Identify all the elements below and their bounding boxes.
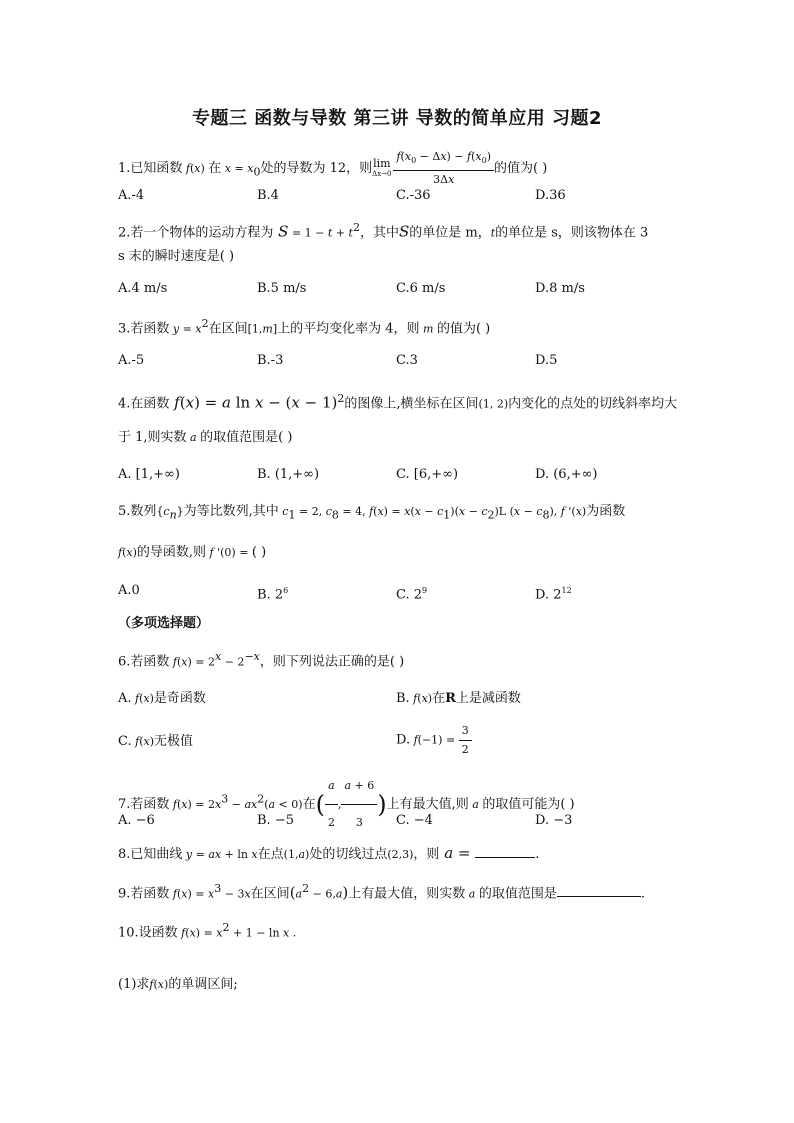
q7-option-c[interactable]: C. −4 xyxy=(396,813,433,828)
q7-frac-2: $\frac{a + 6}{3}$ xyxy=(341,768,377,841)
q9-text-c: 上有最大值，则实数 xyxy=(348,886,466,902)
q3-text-a: 3.若函数 xyxy=(118,321,170,337)
q10-part-1: (1)求f(x)的单调区间; xyxy=(118,977,238,992)
q4-text-e: 的取值范围是( ) xyxy=(200,430,293,445)
q7-option-b[interactable]: B. −5 xyxy=(257,813,294,828)
q2-option-b[interactable]: B.5 m/s xyxy=(257,281,307,296)
q1-mid2: 处的导数为 12，则 xyxy=(260,161,373,177)
q5-option-b-label: B. 2 xyxy=(257,587,284,603)
q4-option-b[interactable]: B. (1,+∞) xyxy=(257,467,320,482)
q4-line2: 于 1,则实数 a 的取值范围是( ) xyxy=(118,430,293,445)
q6-option-d[interactable]: D. f(−1) = $\frac{3}{2}$ xyxy=(396,722,472,759)
q1-option-d[interactable]: D.36 xyxy=(535,188,566,203)
q8-answer-blank[interactable] xyxy=(475,845,535,858)
question-4: 4.在函数 f(x) = a $\ln x - (x - 1)^2$的图像上,横坐标在区间(1, 2)内变化的点处的切线斜率均大 xyxy=(118,392,678,412)
q4-option-c[interactable]: C. [6,+∞) xyxy=(396,467,459,482)
limit-symbol: lim Δx→0 xyxy=(372,156,392,178)
q7-text-b: 在 xyxy=(302,797,316,812)
q3-text-d: 的值为( ) xyxy=(436,321,491,337)
q4-text-c: 内变化的点处的切线斜率均大 xyxy=(508,396,678,412)
q5-option-c[interactable] xyxy=(396,582,427,604)
q2-option-d[interactable]: D.8 m/s xyxy=(535,281,585,296)
q2-text-d: 的单位是 s，则该物体在 3 xyxy=(495,225,649,241)
q6-option-a[interactable]: A. f(x)是奇函数 xyxy=(118,691,206,706)
q10-part-1-text-b: 的单调区间; xyxy=(168,977,238,992)
question-10: 10.设函数 $f(x) = x^2 + 1 - \ln x$ . xyxy=(118,921,297,941)
q2-text-b: ，其中 xyxy=(359,225,399,241)
q10-part-1-text-a: (1)求 xyxy=(118,977,150,992)
q6-option-b-label: B. xyxy=(396,691,410,706)
q1-suffix: 的值为( ) xyxy=(494,161,548,177)
q3-text-b: 在区间 xyxy=(208,321,248,337)
question-6: 6.若函数 $f(x) = 2^x - 2^{-x}$，则下列说法正确的是( ) xyxy=(118,650,405,670)
q3-text-c: 上的平均变化率为 4，则 xyxy=(277,321,420,337)
q4-option-a[interactable]: A. [1,+∞) xyxy=(118,467,180,482)
question-2: 2.若一个物体的运动方程为 $S = 1 - t + t^2$，其中S的单位是 m，t的单位是 s，则该物体在 3 xyxy=(118,221,649,241)
q9-text-d: 的取值范围是 xyxy=(478,886,557,902)
q9-text-b: 在区间 xyxy=(250,886,290,902)
q3-option-c[interactable]: C.3 xyxy=(396,353,418,368)
q6-option-b-text-a: 在 xyxy=(432,691,446,706)
q6-text-a: 6.若函数 xyxy=(118,654,170,670)
q6-option-c[interactable]: C. f(x)无极值 xyxy=(118,734,194,749)
q5-option-d[interactable] xyxy=(535,582,572,604)
q1-prefix: 1.已知函数 xyxy=(118,161,183,177)
q8-text-e: . xyxy=(535,847,540,862)
q6-option-c-label: C. xyxy=(118,734,132,749)
q1-mid1: 在 xyxy=(208,161,222,177)
q6-option-d-label: D. xyxy=(396,732,411,748)
q7-text-d: 的取值可能为( ) xyxy=(482,797,575,812)
q2-text-c: 的单位是 m， xyxy=(409,225,491,241)
limit-fraction: $\frac{f(x_0 - \Delta x) - f(x_0)}{3\Delta x}$ xyxy=(393,148,494,189)
q8-text-c: 处的切线过点 xyxy=(309,847,388,862)
q9-text-a: 9.若函数 xyxy=(118,886,170,902)
page-title: 专题三 函数与导数 第三讲 导数的简单应用 习题2 xyxy=(191,108,603,129)
section-multi-choice: （多项选择题） xyxy=(118,616,210,631)
q5-text-d: 的导函数,则 xyxy=(136,545,207,560)
q7-frac-1: $\frac{a}{2}$ xyxy=(325,768,338,841)
q6-option-a-text: 是奇函数 xyxy=(153,691,206,706)
q5-option-c-label: C. 2 xyxy=(396,587,423,603)
q5-option-b-exp: 6 xyxy=(283,586,289,595)
q1-option-c[interactable]: C.-36 xyxy=(396,188,431,203)
q5-option-b[interactable] xyxy=(257,582,288,604)
q8-text-b: 在点 xyxy=(257,847,284,862)
q5-text-b: 为等比数列,其中 xyxy=(183,504,279,519)
q7-text-c: 上有最大值,则 xyxy=(386,797,469,812)
q2-option-c[interactable]: C.6 m/s xyxy=(396,281,446,296)
q6-option-b-text-b: 上是减函数 xyxy=(455,691,521,706)
question-1: 1.已知函数 f(x) 在 $x = x_0$处的导数为 12，则 lim Δx→0 $\frac{f(x_0 - \Delta x) - f(x_0)}{3\Delta x}$ 的值为( ) xyxy=(118,148,547,189)
q1-option-b[interactable]: B.4 xyxy=(257,188,279,203)
q5-option-a[interactable]: A.0 xyxy=(118,583,140,598)
q3-option-a[interactable]: A.-5 xyxy=(118,353,145,368)
q5-option-c-exp: 9 xyxy=(422,586,428,595)
q4-option-d[interactable]: D. (6,+∞) xyxy=(535,467,598,482)
q5-option-d-exp: 12 xyxy=(561,586,572,595)
q9-answer-blank[interactable] xyxy=(557,884,641,897)
q7-option-d[interactable]: D. −3 xyxy=(535,813,573,828)
q4-text-d: 于 1,则实数 xyxy=(118,430,187,445)
q6-option-b[interactable]: B. f(x)在R上是减函数 xyxy=(396,691,521,706)
q4-text-a: 4.在函数 xyxy=(118,396,170,412)
q6-option-d-fraction: $\frac{3}{2}$ xyxy=(459,722,472,759)
q1-option-a[interactable]: A.-4 xyxy=(118,188,145,203)
q7-option-a[interactable]: A. −6 xyxy=(118,813,155,828)
question-7: 7.若函数 $f(x) = 2x^3 - ax^2(a < 0)$在( $\frac{a}{2}$ , $\frac{a + 6}{3}$ )上有最大值,则 a 的取值可能为( ) xyxy=(118,768,575,841)
question-3: 3.若函数 $y = x^2$在区间[1,m]上的平均变化率为 4，则 m 的值为( ) xyxy=(118,317,491,337)
q5-option-d-label: D. 2 xyxy=(535,587,562,603)
q9-text-e: . xyxy=(640,886,645,902)
question-9: 9.若函数 $f(x) = x^3 - 3x$在区间$(a^2 - 6,a)$上有最大值，则实数 a 的取值范围是 . xyxy=(118,882,645,902)
q2-line2: s 末的瞬时速度是( ) xyxy=(118,249,235,264)
q4-text-b: 的图像上,横坐标在区间 xyxy=(344,396,479,412)
q5-text-a: 5.数列 xyxy=(118,504,157,519)
q6-option-a-label: A. xyxy=(118,691,132,706)
q2-option-a[interactable]: A.4 m/s xyxy=(118,281,168,296)
question-5: 5.数列$\{c_n\}$为等比数列,其中 $c_1 = 2$, $c_8 = 4$, $f(x) = x(x - c_1)(x - c_2)L$ $(x - c_8)$, f '(x)为函数 xyxy=(118,504,626,522)
q10-text-a: 10.设函数 xyxy=(118,925,178,941)
q6-text-b: ，则下列说法正确的是( ) xyxy=(259,654,405,670)
q3-option-d[interactable]: D.5 xyxy=(535,353,558,368)
q8-text-a: 8.已知曲线 xyxy=(118,847,183,862)
question-8: 8.已知曲线 y = ax + ln x在点(1,a)处的切线过点(2,3)，则 a = . xyxy=(118,844,540,862)
q7-text-a: 7.若函数 xyxy=(118,797,170,812)
q5-text-e: ( ) xyxy=(251,545,267,560)
q2-text-a: 2.若一个物体的运动方程为 xyxy=(118,225,274,241)
q6-option-c-text: 无极值 xyxy=(154,734,194,749)
q3-option-b[interactable]: B.-3 xyxy=(257,353,284,368)
q5-text-c: 为函数 xyxy=(586,504,626,519)
q6-option-b-set: R xyxy=(445,691,456,706)
q8-text-d: ，则 xyxy=(413,847,440,862)
q5-line2: f(x)的导函数,则 f '(0) = ( ) xyxy=(118,545,267,560)
